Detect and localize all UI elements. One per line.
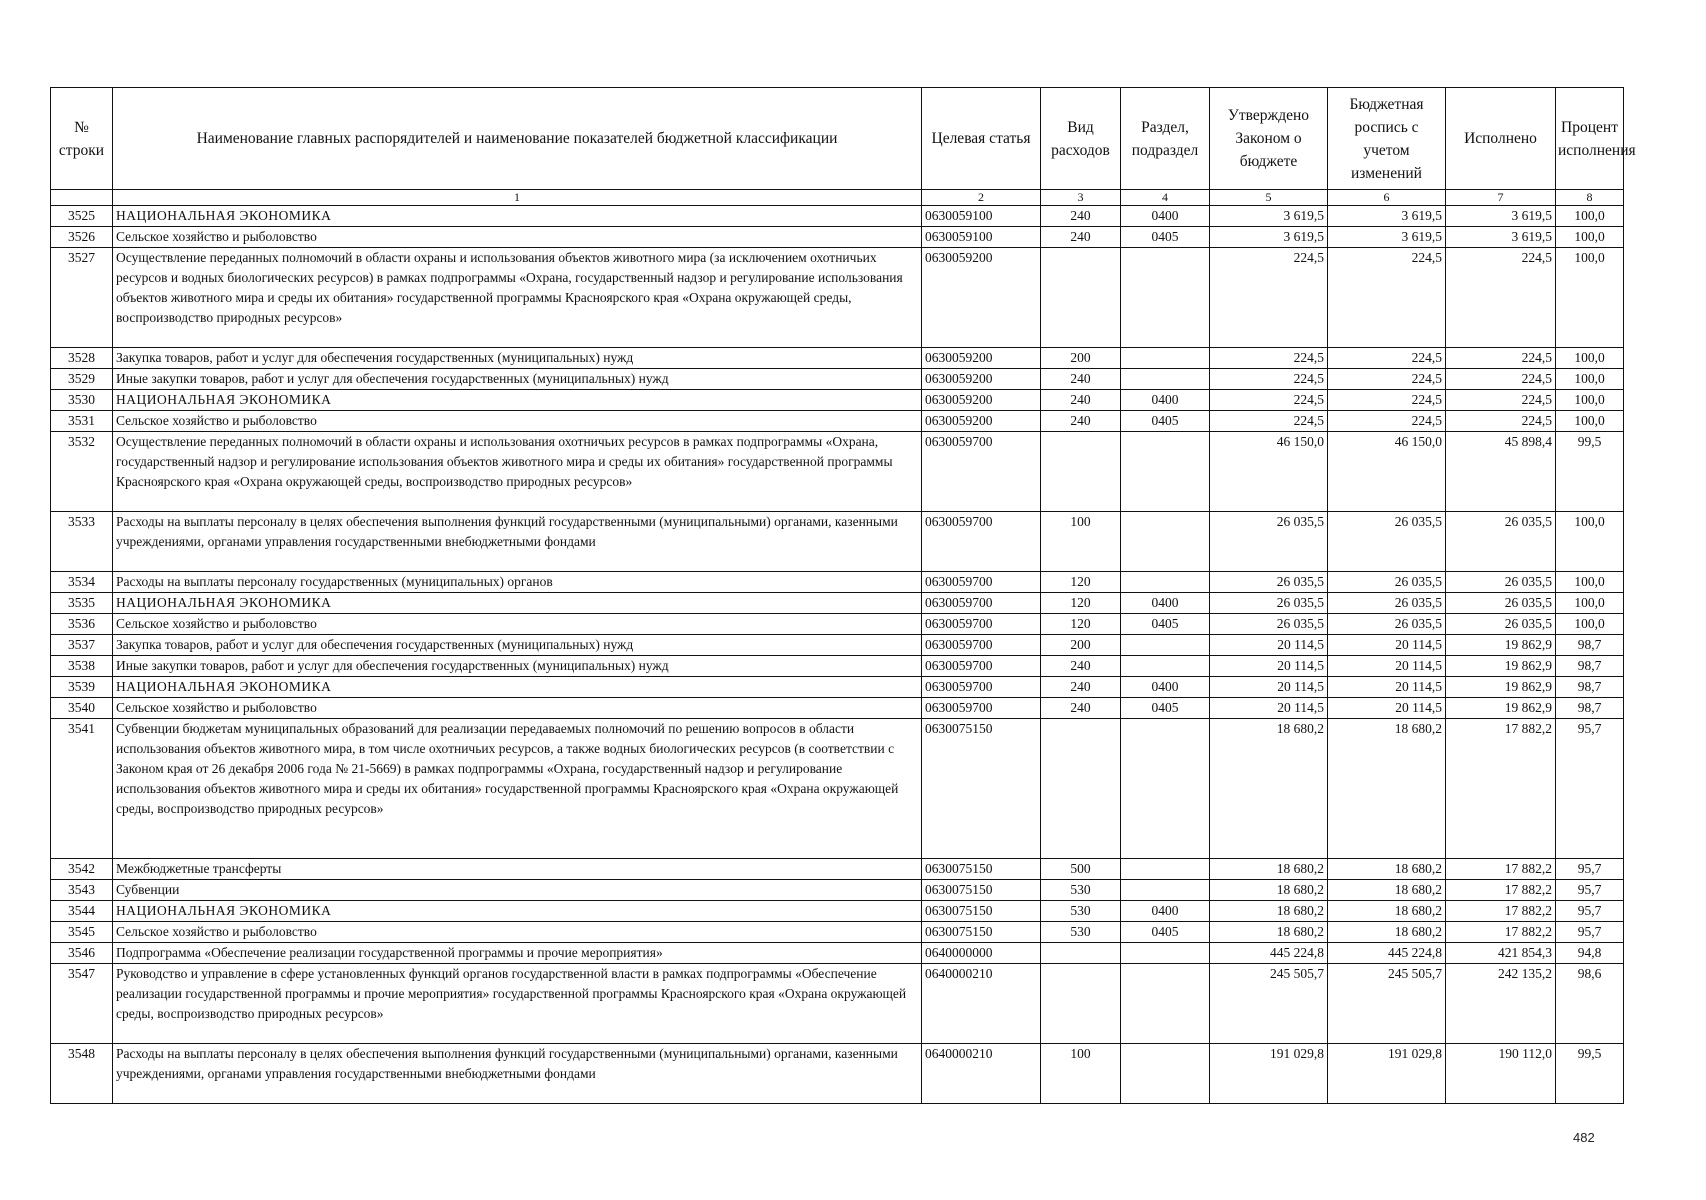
revised-amount: 20 114,5 (1328, 698, 1446, 719)
row-number: 3529 (51, 369, 113, 390)
section-code: 0405 (1121, 227, 1210, 248)
expense-type-code: 530 (1041, 901, 1121, 922)
expense-type-code: 530 (1041, 880, 1121, 901)
table-row (51, 1044, 1624, 1104)
target-article-code: 0630059100 (922, 227, 1041, 248)
expense-type-code: 240 (1041, 227, 1121, 248)
section-code: 0405 (1121, 411, 1210, 432)
execution-percent: 95,7 (1556, 719, 1624, 859)
table-row (51, 719, 1624, 859)
execution-percent: 98,7 (1556, 698, 1624, 719)
execution-percent: 99,5 (1556, 1044, 1624, 1104)
table-row (51, 614, 1624, 635)
approved-amount: 224,5 (1210, 390, 1328, 411)
revised-amount: 18 680,2 (1328, 859, 1446, 880)
row-name: НАЦИОНАЛЬНАЯ ЭКОНОМИКА (113, 206, 922, 227)
revised-amount: 20 114,5 (1328, 635, 1446, 656)
table-row (51, 369, 1624, 390)
executed-amount: 17 882,2 (1446, 719, 1556, 859)
target-article-code: 0630059700 (922, 677, 1041, 698)
target-article-code: 0630059700 (922, 698, 1041, 719)
execution-percent: 100,0 (1556, 227, 1624, 248)
approved-amount: 224,5 (1210, 348, 1328, 369)
executed-amount: 19 862,9 (1446, 656, 1556, 677)
target-article-code: 0630075150 (922, 880, 1041, 901)
row-name: НАЦИОНАЛЬНАЯ ЭКОНОМИКА (113, 593, 922, 614)
row-name: НАЦИОНАЛЬНАЯ ЭКОНОМИКА (113, 390, 922, 411)
revised-amount: 26 035,5 (1328, 512, 1446, 572)
section-code (1121, 369, 1210, 390)
expense-type-code: 500 (1041, 859, 1121, 880)
header-row-number: № строки (51, 88, 113, 190)
column-number: 7 (1446, 190, 1556, 206)
expense-type-code (1041, 943, 1121, 964)
row-name: Сельское хозяйство и рыболовство (113, 614, 922, 635)
expense-type-code: 530 (1041, 922, 1121, 943)
execution-percent: 95,7 (1556, 922, 1624, 943)
row-number: 3540 (51, 698, 113, 719)
table-row (51, 943, 1624, 964)
row-number: 3525 (51, 206, 113, 227)
execution-percent: 100,0 (1556, 248, 1624, 348)
execution-percent: 95,7 (1556, 859, 1624, 880)
executed-amount: 45 898,4 (1446, 432, 1556, 512)
table-row (51, 390, 1624, 411)
header-percent: Процент исполнения (1556, 88, 1624, 190)
expense-type-code: 240 (1041, 390, 1121, 411)
revised-amount: 20 114,5 (1328, 656, 1446, 677)
approved-amount: 224,5 (1210, 411, 1328, 432)
row-name: Осуществление переданных полномочий в области охраны и использования объектов животного мира (за исключением охотничьих ресурсов и водных биологических ресурсов) в рамках подпрограммы «Охрана, государственный надзор и регулирование использования объектов животного мира и среды их обитания» государственной программы Красноярского края «Охрана окружающей среды, воспроизводство природных ресурсов» (113, 248, 922, 348)
table-row (51, 922, 1624, 943)
row-number: 3542 (51, 859, 113, 880)
execution-percent: 98,7 (1556, 635, 1624, 656)
target-article-code: 0630075150 (922, 859, 1041, 880)
target-article-code: 0630075150 (922, 901, 1041, 922)
section-code (1121, 512, 1210, 572)
target-article-code: 0630059700 (922, 635, 1041, 656)
revised-amount: 18 680,2 (1328, 880, 1446, 901)
executed-amount: 190 112,0 (1446, 1044, 1556, 1104)
row-name: Иные закупки товаров, работ и услуг для обеспечения государственных (муниципальных) нужд (113, 369, 922, 390)
expense-type-code: 200 (1041, 635, 1121, 656)
table-row (51, 512, 1624, 572)
executed-amount: 17 882,2 (1446, 859, 1556, 880)
row-name: НАЦИОНАЛЬНАЯ ЭКОНОМИКА (113, 677, 922, 698)
approved-amount: 26 035,5 (1210, 572, 1328, 593)
target-article-code: 0630059700 (922, 614, 1041, 635)
execution-percent: 98,6 (1556, 964, 1624, 1044)
row-name: Закупка товаров, работ и услуг для обеспечения государственных (муниципальных) нужд (113, 348, 922, 369)
table-row (51, 572, 1624, 593)
target-article-code: 0630075150 (922, 922, 1041, 943)
revised-amount: 26 035,5 (1328, 593, 1446, 614)
executed-amount: 26 035,5 (1446, 512, 1556, 572)
approved-amount: 3 619,5 (1210, 206, 1328, 227)
row-number: 3548 (51, 1044, 113, 1104)
section-code (1121, 635, 1210, 656)
executed-amount: 3 619,5 (1446, 206, 1556, 227)
section-code (1121, 1044, 1210, 1104)
section-code: 0405 (1121, 922, 1210, 943)
table-row (51, 227, 1624, 248)
target-article-code: 0630059700 (922, 512, 1041, 572)
executed-amount: 421 854,3 (1446, 943, 1556, 964)
revised-amount: 224,5 (1328, 348, 1446, 369)
approved-amount: 20 114,5 (1210, 698, 1328, 719)
approved-amount: 20 114,5 (1210, 677, 1328, 698)
expense-type-code: 240 (1041, 677, 1121, 698)
row-number: 3547 (51, 964, 113, 1044)
approved-amount: 26 035,5 (1210, 614, 1328, 635)
row-name: Субвенции (113, 880, 922, 901)
revised-amount: 18 680,2 (1328, 922, 1446, 943)
row-number: 3545 (51, 922, 113, 943)
row-number: 3526 (51, 227, 113, 248)
header-revised: Бюджетная роспись с учетом изменений (1328, 88, 1446, 190)
expense-type-code (1041, 432, 1121, 512)
row-number: 3536 (51, 614, 113, 635)
table-row (51, 248, 1624, 348)
revised-amount: 191 029,8 (1328, 1044, 1446, 1104)
target-article-code: 0640000210 (922, 1044, 1041, 1104)
target-article-code: 0630059700 (922, 432, 1041, 512)
row-name: Сельское хозяйство и рыболовство (113, 227, 922, 248)
approved-amount: 18 680,2 (1210, 719, 1328, 859)
row-number: 3541 (51, 719, 113, 859)
revised-amount: 3 619,5 (1328, 206, 1446, 227)
row-name: Сельское хозяйство и рыболовство (113, 922, 922, 943)
column-number: 1 (113, 190, 922, 206)
target-article-code: 0630059200 (922, 411, 1041, 432)
revised-amount: 20 114,5 (1328, 677, 1446, 698)
column-number: 2 (922, 190, 1041, 206)
expense-type-code: 240 (1041, 656, 1121, 677)
row-name: Сельское хозяйство и рыболовство (113, 411, 922, 432)
header-executed: Исполнено (1446, 88, 1556, 190)
row-name: Осуществление переданных полномочий в области охраны и использования охотничьих ресурсов в рамках подпрограммы «Охрана, государственный надзор и регулирование использования объектов животного мира и среды их обитания» государственной программы Красноярского края «Охрана окружающей среды, воспроизводство природных ресурсов» (113, 432, 922, 512)
expense-type-code: 120 (1041, 593, 1121, 614)
target-article-code: 0630059700 (922, 656, 1041, 677)
execution-percent: 100,0 (1556, 206, 1624, 227)
row-number: 3530 (51, 390, 113, 411)
section-code: 0405 (1121, 614, 1210, 635)
expense-type-code (1041, 964, 1121, 1044)
execution-percent: 100,0 (1556, 411, 1624, 432)
revised-amount: 18 680,2 (1328, 719, 1446, 859)
expense-type-code (1041, 719, 1121, 859)
executed-amount: 19 862,9 (1446, 698, 1556, 719)
expense-type-code: 100 (1041, 1044, 1121, 1104)
section-code (1121, 656, 1210, 677)
row-number: 3535 (51, 593, 113, 614)
approved-amount: 18 680,2 (1210, 901, 1328, 922)
section-code (1121, 964, 1210, 1044)
revised-amount: 245 505,7 (1328, 964, 1446, 1044)
section-code: 0400 (1121, 206, 1210, 227)
header-expense-type: Вид расходов (1041, 88, 1121, 190)
row-name: Межбюджетные трансферты (113, 859, 922, 880)
approved-amount: 20 114,5 (1210, 656, 1328, 677)
expense-type-code: 240 (1041, 206, 1121, 227)
revised-amount: 26 035,5 (1328, 614, 1446, 635)
row-name: Закупка товаров, работ и услуг для обеспечения государственных (муниципальных) нужд (113, 635, 922, 656)
execution-percent: 95,7 (1556, 880, 1624, 901)
executed-amount: 224,5 (1446, 411, 1556, 432)
revised-amount: 224,5 (1328, 411, 1446, 432)
expense-type-code: 240 (1041, 698, 1121, 719)
execution-percent: 100,0 (1556, 348, 1624, 369)
row-number: 3527 (51, 248, 113, 348)
section-code: 0400 (1121, 677, 1210, 698)
row-name: Субвенции бюджетам муниципальных образований для реализации передаваемых полномочий по решению вопросов в области использования объектов животного мира, в том числе охотничьих ресурсов, а также водных биологических ресурсов (в соответствии с Законом края от 26 декабря 2006 года № 21-5669) в рамках подпрограммы «Охрана, государственный надзор и регулирование использования объектов животного мира и среды их обитания» государственной программы Красноярского края «Охрана окружающей среды, воспроизводство природных ресурсов» (113, 719, 922, 859)
execution-percent: 94,8 (1556, 943, 1624, 964)
revised-amount: 26 035,5 (1328, 572, 1446, 593)
section-code (1121, 859, 1210, 880)
table-row (51, 964, 1624, 1044)
budget-table (50, 87, 1636, 1104)
row-number: 3532 (51, 432, 113, 512)
row-number: 3531 (51, 411, 113, 432)
execution-percent: 100,0 (1556, 512, 1624, 572)
table-row (51, 677, 1624, 698)
approved-amount: 18 680,2 (1210, 859, 1328, 880)
table-row (51, 432, 1624, 512)
table-row (51, 411, 1624, 432)
execution-percent: 99,5 (1556, 432, 1624, 512)
approved-amount: 26 035,5 (1210, 593, 1328, 614)
expense-type-code (1041, 248, 1121, 348)
row-name: Расходы на выплаты персоналу государственных (муниципальных) органов (113, 572, 922, 593)
executed-amount: 224,5 (1446, 248, 1556, 348)
executed-amount: 19 862,9 (1446, 677, 1556, 698)
section-code: 0400 (1121, 593, 1210, 614)
approved-amount: 445 224,8 (1210, 943, 1328, 964)
approved-amount: 245 505,7 (1210, 964, 1328, 1044)
execution-percent: 100,0 (1556, 390, 1624, 411)
section-code: 0405 (1121, 698, 1210, 719)
target-article-code: 0630059200 (922, 348, 1041, 369)
approved-amount: 224,5 (1210, 248, 1328, 348)
target-article-code: 0640000210 (922, 964, 1041, 1044)
executed-amount: 17 882,2 (1446, 880, 1556, 901)
table-row (51, 859, 1624, 880)
execution-percent: 98,7 (1556, 677, 1624, 698)
execution-percent: 100,0 (1556, 614, 1624, 635)
column-number: 5 (1210, 190, 1328, 206)
target-article-code: 0630059700 (922, 572, 1041, 593)
table-row (51, 206, 1624, 227)
revised-amount: 224,5 (1328, 369, 1446, 390)
execution-percent: 95,7 (1556, 901, 1624, 922)
execution-percent: 100,0 (1556, 369, 1624, 390)
target-article-code: 0630059100 (922, 206, 1041, 227)
header-section: Раздел, подраздел (1121, 88, 1210, 190)
executed-amount: 224,5 (1446, 348, 1556, 369)
row-number: 3528 (51, 348, 113, 369)
page-number: 482 (1573, 1130, 1595, 1145)
approved-amount: 18 680,2 (1210, 880, 1328, 901)
target-article-code: 0630059200 (922, 390, 1041, 411)
budget-report-sheet (50, 87, 1636, 1104)
table-header-row (51, 88, 1624, 190)
target-article-code: 0630059200 (922, 369, 1041, 390)
executed-amount: 17 882,2 (1446, 901, 1556, 922)
executed-amount: 19 862,9 (1446, 635, 1556, 656)
column-number: 4 (1121, 190, 1210, 206)
table-row (51, 901, 1624, 922)
expense-type-code: 200 (1041, 348, 1121, 369)
approved-amount: 18 680,2 (1210, 922, 1328, 943)
approved-amount: 46 150,0 (1210, 432, 1328, 512)
expense-type-code: 120 (1041, 614, 1121, 635)
row-name: Расходы на выплаты персоналу в целях обеспечения выполнения функций государственными (муниципальными) органами, казенными учреждениями, органами управления государственными внебюджетными фондами (113, 1044, 922, 1104)
section-code (1121, 880, 1210, 901)
approved-amount: 26 035,5 (1210, 512, 1328, 572)
expense-type-code: 100 (1041, 512, 1121, 572)
revised-amount: 445 224,8 (1328, 943, 1446, 964)
row-name: Руководство и управление в сфере установленных функций органов государственной власти в рамках подпрограммы «Обеспечение реализации государственной программы и прочие мероприятия» государственной программы Красноярского края «Охрана окружающей среды, воспроизводство природных ресурсов» (113, 964, 922, 1044)
row-name: Расходы на выплаты персоналу в целях обеспечения выполнения функций государственными (муниципальными) органами, казенными учреждениями, органами управления государственными внебюджетными фондами (113, 512, 922, 572)
revised-amount: 46 150,0 (1328, 432, 1446, 512)
table-row (51, 880, 1624, 901)
row-number: 3538 (51, 656, 113, 677)
row-name: Сельское хозяйство и рыболовство (113, 698, 922, 719)
executed-amount: 26 035,5 (1446, 614, 1556, 635)
row-number: 3537 (51, 635, 113, 656)
section-code: 0400 (1121, 390, 1210, 411)
executed-amount: 26 035,5 (1446, 572, 1556, 593)
column-number: 3 (1041, 190, 1121, 206)
approved-amount: 20 114,5 (1210, 635, 1328, 656)
target-article-code: 0630059700 (922, 593, 1041, 614)
approved-amount: 3 619,5 (1210, 227, 1328, 248)
execution-percent: 100,0 (1556, 593, 1624, 614)
expense-type-code: 240 (1041, 411, 1121, 432)
table-body (51, 206, 1624, 1104)
approved-amount: 191 029,8 (1210, 1044, 1328, 1104)
executed-amount: 3 619,5 (1446, 227, 1556, 248)
header-name: Наименование главных распорядителей и наименование показателей бюджетной классификации (113, 88, 922, 190)
row-name: НАЦИОНАЛЬНАЯ ЭКОНОМИКА (113, 901, 922, 922)
executed-amount: 242 135,2 (1446, 964, 1556, 1044)
row-number: 3539 (51, 677, 113, 698)
section-code (1121, 719, 1210, 859)
execution-percent: 98,7 (1556, 656, 1624, 677)
table-row (51, 698, 1624, 719)
section-code: 0400 (1121, 901, 1210, 922)
executed-amount: 26 035,5 (1446, 593, 1556, 614)
section-code (1121, 943, 1210, 964)
table-row (51, 656, 1624, 677)
revised-amount: 224,5 (1328, 248, 1446, 348)
revised-amount: 18 680,2 (1328, 901, 1446, 922)
row-number: 3534 (51, 572, 113, 593)
table-row (51, 593, 1624, 614)
section-code (1121, 432, 1210, 512)
target-article-code: 0630059200 (922, 248, 1041, 348)
row-number: 3544 (51, 901, 113, 922)
execution-percent: 100,0 (1556, 572, 1624, 593)
header-approved: Утверждено Законом о бюджете (1210, 88, 1328, 190)
target-article-code: 0640000000 (922, 943, 1041, 964)
column-number-row (51, 190, 1624, 206)
header-target-article: Целевая статья (922, 88, 1041, 190)
table-row (51, 348, 1624, 369)
section-code (1121, 248, 1210, 348)
executed-amount: 17 882,2 (1446, 922, 1556, 943)
expense-type-code: 120 (1041, 572, 1121, 593)
executed-amount: 224,5 (1446, 390, 1556, 411)
column-number (51, 190, 113, 206)
revised-amount: 3 619,5 (1328, 227, 1446, 248)
column-number: 6 (1328, 190, 1446, 206)
row-number: 3546 (51, 943, 113, 964)
row-number: 3533 (51, 512, 113, 572)
executed-amount: 224,5 (1446, 369, 1556, 390)
target-article-code: 0630075150 (922, 719, 1041, 859)
row-name: Подпрограмма «Обеспечение реализации государственной программы и прочие мероприятия» (113, 943, 922, 964)
column-number: 8 (1556, 190, 1624, 206)
row-number: 3543 (51, 880, 113, 901)
revised-amount: 224,5 (1328, 390, 1446, 411)
row-name: Иные закупки товаров, работ и услуг для обеспечения государственных (муниципальных) нужд (113, 656, 922, 677)
approved-amount: 224,5 (1210, 369, 1328, 390)
section-code (1121, 348, 1210, 369)
table-row (51, 635, 1624, 656)
section-code (1121, 572, 1210, 593)
expense-type-code: 240 (1041, 369, 1121, 390)
